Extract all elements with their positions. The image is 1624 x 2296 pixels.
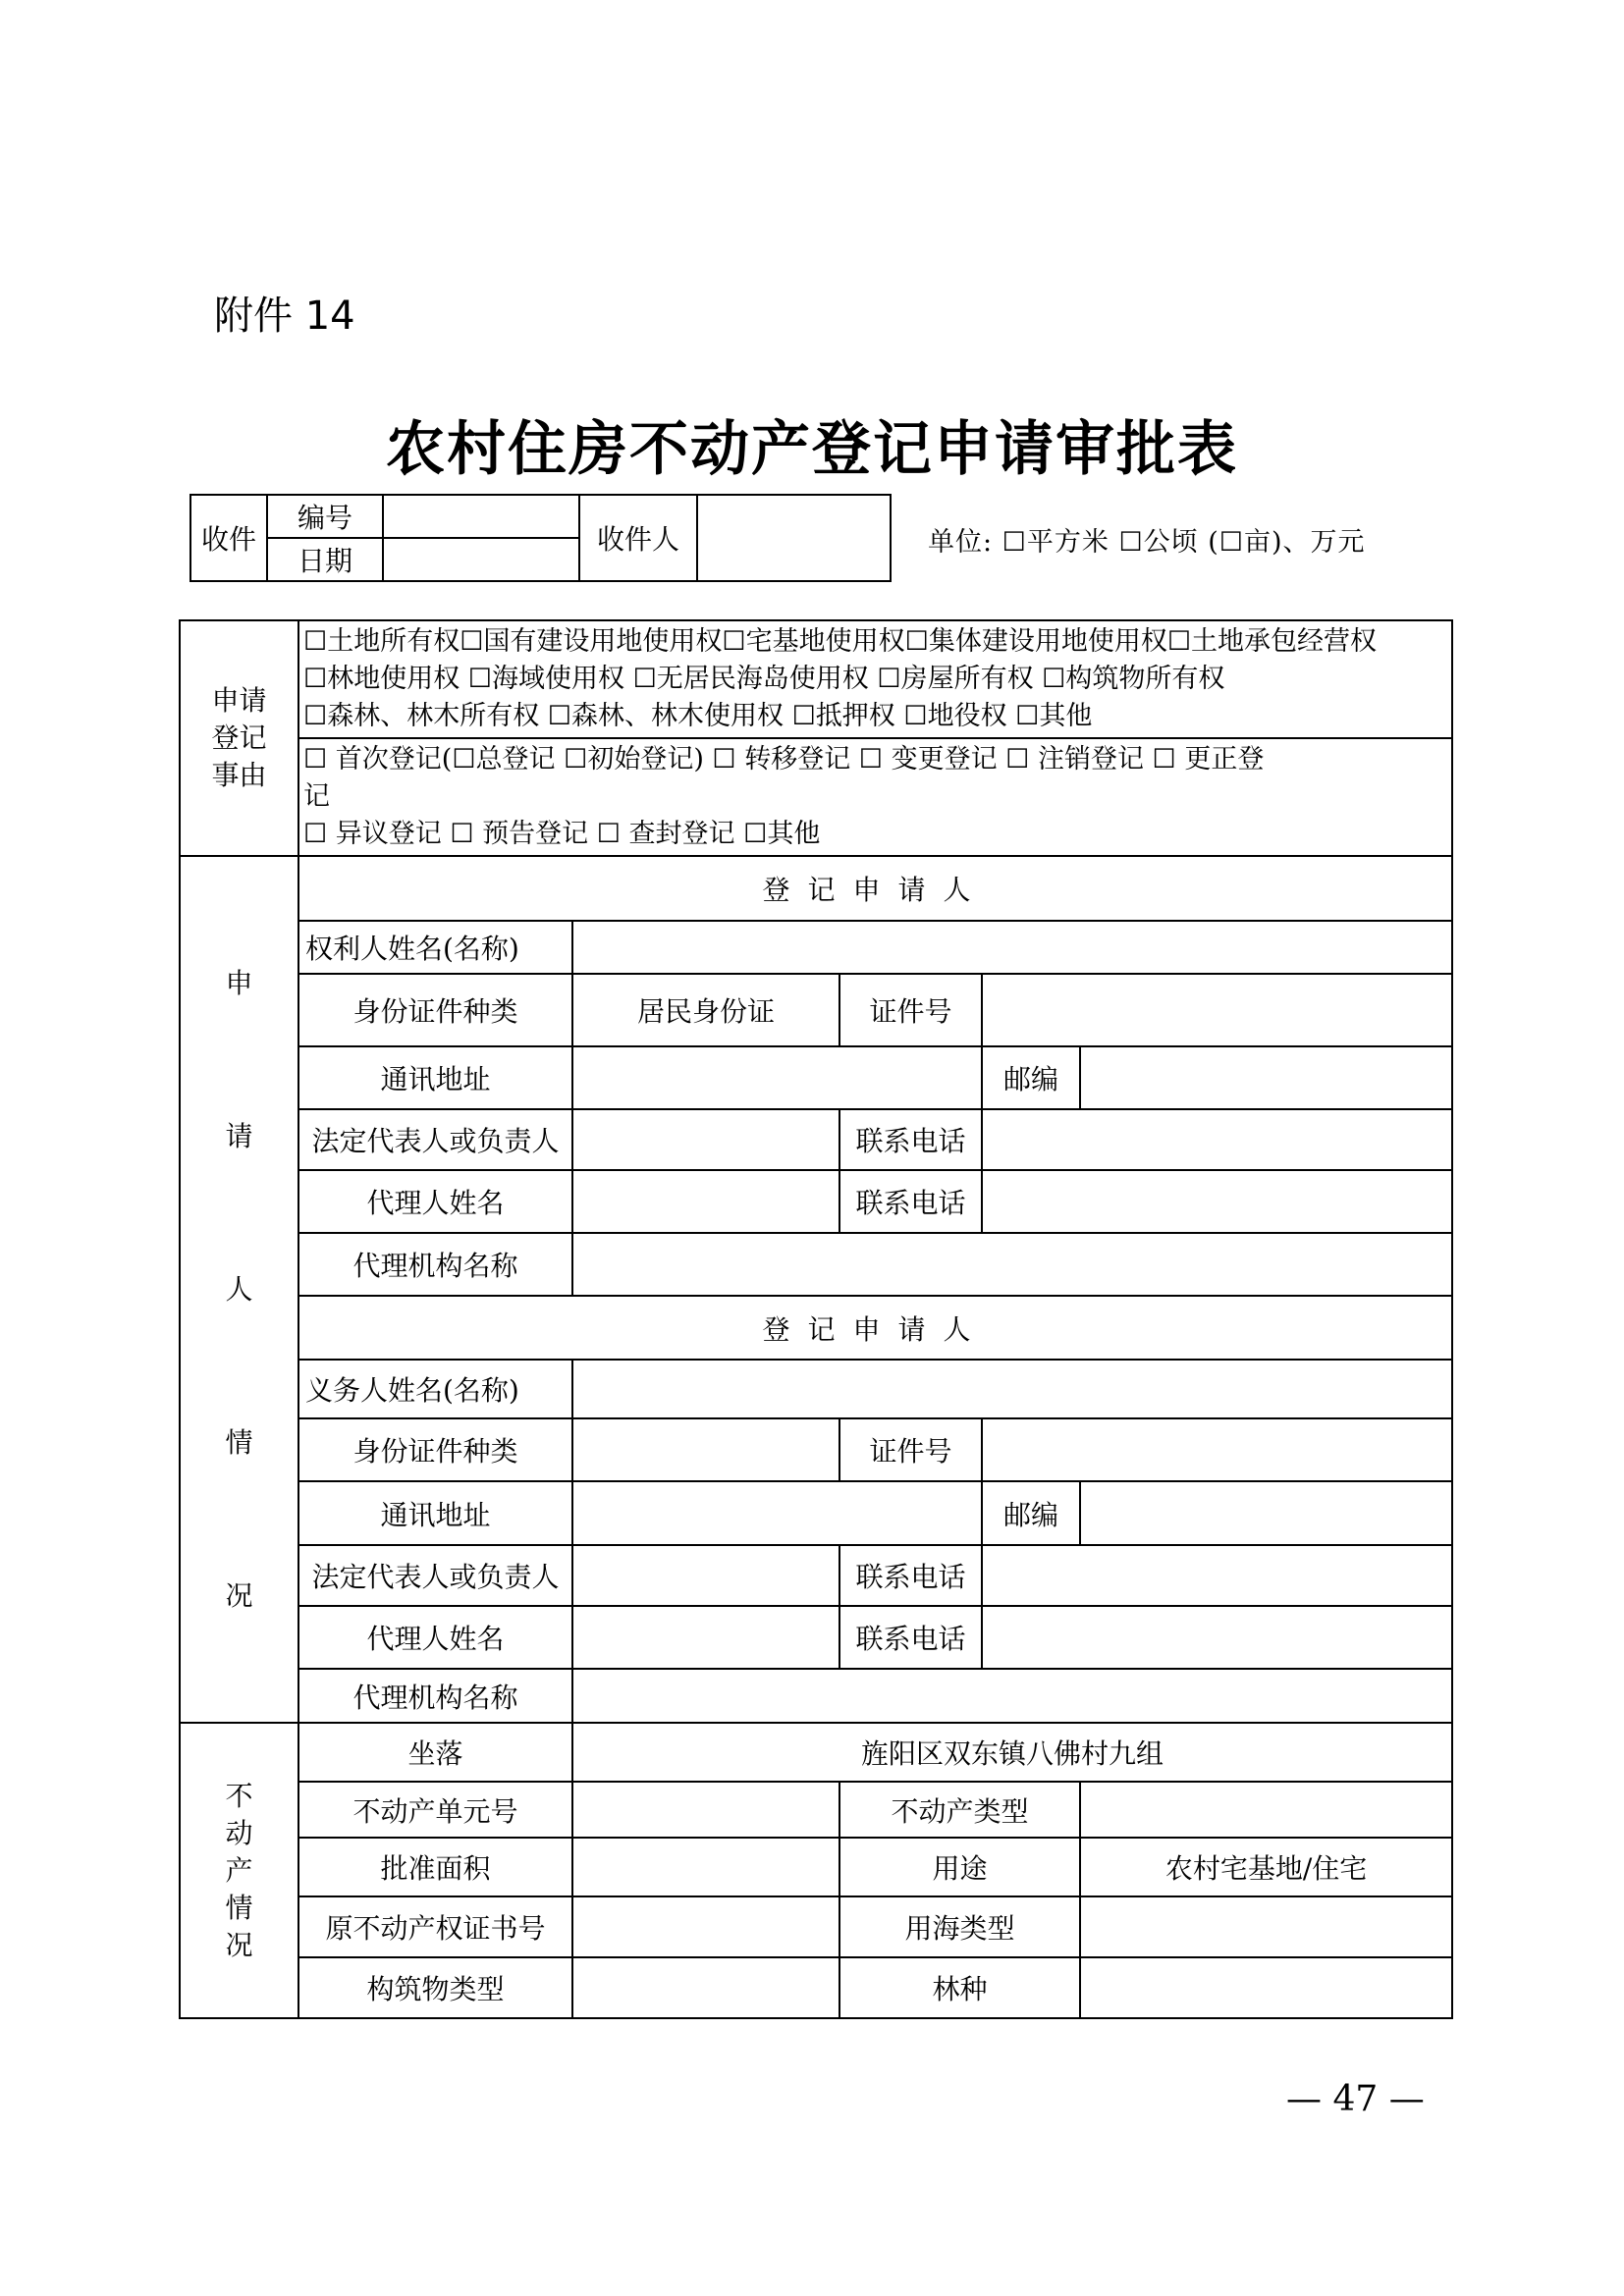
obligor-header: 登记申请人 xyxy=(298,1296,1452,1360)
obligor-id-type-field[interactable] xyxy=(572,1418,839,1481)
usage-label: 用途 xyxy=(839,1838,1080,1896)
postcode-label: 邮编 xyxy=(982,1046,1080,1109)
phone-field[interactable] xyxy=(982,1109,1452,1170)
obligor-postcode-label: 邮编 xyxy=(982,1481,1080,1545)
structure-type-label: 构筑物类型 xyxy=(298,1957,572,2018)
obligor-agency-label: 代理机构名称 xyxy=(298,1669,572,1723)
unit-note: 单位: ☐平方米 ☐公顷 (☐亩)、万元 xyxy=(928,527,1366,558)
obligor-agency-field[interactable] xyxy=(572,1669,1452,1723)
page-number: — 47 — xyxy=(1286,2079,1425,2119)
old-cert-field[interactable] xyxy=(572,1896,839,1957)
forest-type-field[interactable] xyxy=(1080,1957,1452,2018)
property-type-label: 不动产类型 xyxy=(839,1782,1080,1838)
obligor-agent-phone-field[interactable] xyxy=(982,1606,1452,1669)
date-label: 日期 xyxy=(267,538,383,581)
id-type-value[interactable]: 居民身份证 xyxy=(572,974,839,1046)
applicant-header: 登记申请人 xyxy=(298,856,1452,921)
sea-use-label: 用海类型 xyxy=(839,1896,1080,1957)
obligor-agent-phone-label: 联系电话 xyxy=(839,1606,982,1669)
reason-label: 申请 登记 事由 xyxy=(180,620,298,856)
location-value[interactable]: 旌阳区双东镇八佛村九组 xyxy=(572,1723,1452,1782)
postcode-field[interactable] xyxy=(1080,1046,1452,1109)
obligor-id-type-label: 身份证件种类 xyxy=(298,1418,572,1481)
legal-rep-label: 法定代表人或负责人 xyxy=(298,1109,572,1170)
property-type-field[interactable] xyxy=(1080,1782,1452,1838)
attachment-label: 附件 14 xyxy=(214,294,355,339)
agency-field[interactable] xyxy=(572,1233,1452,1296)
approved-area-label: 批准面积 xyxy=(298,1838,572,1896)
obligor-address-field[interactable] xyxy=(572,1481,982,1545)
structure-type-field[interactable] xyxy=(572,1957,839,2018)
property-section-label: 不 动 产 情 况 xyxy=(180,1723,298,2018)
legal-rep-field[interactable] xyxy=(572,1109,839,1170)
agent-phone-label: 联系电话 xyxy=(839,1170,982,1233)
owner-name-field[interactable] xyxy=(572,921,1452,974)
form-title: 农村住房不动产登记申请审批表 xyxy=(386,415,1238,484)
old-cert-label: 原不动产权证书号 xyxy=(298,1896,572,1957)
obligor-legal-rep-label: 法定代表人或负责人 xyxy=(298,1545,572,1606)
obligor-id-number-field[interactable] xyxy=(982,1418,1452,1481)
obligor-name-label: 义务人姓名(名称) xyxy=(298,1360,572,1418)
phone-label: 联系电话 xyxy=(839,1109,982,1170)
address-label: 通讯地址 xyxy=(298,1046,572,1109)
id-type-label: 身份证件种类 xyxy=(298,974,572,1046)
address-field[interactable] xyxy=(572,1046,982,1109)
obligor-agent-name-field[interactable] xyxy=(572,1606,839,1669)
agent-name-field[interactable] xyxy=(572,1170,839,1233)
unit-number-field[interactable] xyxy=(572,1782,839,1838)
obligor-phone-field[interactable] xyxy=(982,1545,1452,1606)
obligor-id-number-label: 证件号 xyxy=(839,1418,982,1481)
approved-area-field[interactable] xyxy=(572,1838,839,1896)
applicant-section-label: 申 请 人 情 况 xyxy=(180,856,298,1723)
id-number-label: 证件号 xyxy=(839,974,982,1046)
agency-label: 代理机构名称 xyxy=(298,1233,572,1296)
number-label: 编号 xyxy=(267,495,383,538)
application-table xyxy=(179,619,1453,2019)
obligor-legal-rep-field[interactable] xyxy=(572,1545,839,1606)
receiver-field[interactable] xyxy=(697,495,891,581)
receipt-label: 收件 xyxy=(190,495,267,581)
obligor-address-label: 通讯地址 xyxy=(298,1481,572,1545)
agent-name-label: 代理人姓名 xyxy=(298,1170,572,1233)
registration-type-options[interactable]: ☐ 首次登记(☐总登记 ☐初始登记) ☐ 转移登记 ☐ 变更登记 ☐ 注销登记 ☐ 更正登 记 ☐ 异议登记 ☐ 预告登记 ☐ 查封登记 ☐其他 xyxy=(298,738,1452,856)
number-field[interactable] xyxy=(383,495,579,538)
agent-phone-field[interactable] xyxy=(982,1170,1452,1233)
unit-number-label: 不动产单元号 xyxy=(298,1782,572,1838)
obligor-postcode-field[interactable] xyxy=(1080,1481,1452,1545)
obligor-phone-label: 联系电话 xyxy=(839,1545,982,1606)
obligor-agent-name-label: 代理人姓名 xyxy=(298,1606,572,1669)
date-field[interactable] xyxy=(383,538,579,581)
receiver-label: 收件人 xyxy=(579,495,697,581)
usage-value[interactable]: 农村宅基地/住宅 xyxy=(1080,1838,1452,1896)
owner-name-label: 权利人姓名(名称) xyxy=(298,921,572,974)
location-label: 坐落 xyxy=(298,1723,572,1782)
obligor-name-field[interactable] xyxy=(572,1360,1452,1418)
id-number-field[interactable] xyxy=(982,974,1452,1046)
rights-options[interactable]: ☐土地所有权☐国有建设用地使用权☐宅基地使用权☐集体建设用地使用权☐土地承包经营权 ☐林地使用权 ☐海域使用权 ☐无居民海岛使用权 ☐房屋所有权 ☐构筑物所有权 ☐森林、林木所有权 ☐森林、林木使用权 ☐抵押权 ☐地役权 ☐其他 xyxy=(298,620,1452,738)
forest-type-label: 林种 xyxy=(839,1957,1080,2018)
receipt-table xyxy=(189,494,892,582)
sea-use-field[interactable] xyxy=(1080,1896,1452,1957)
